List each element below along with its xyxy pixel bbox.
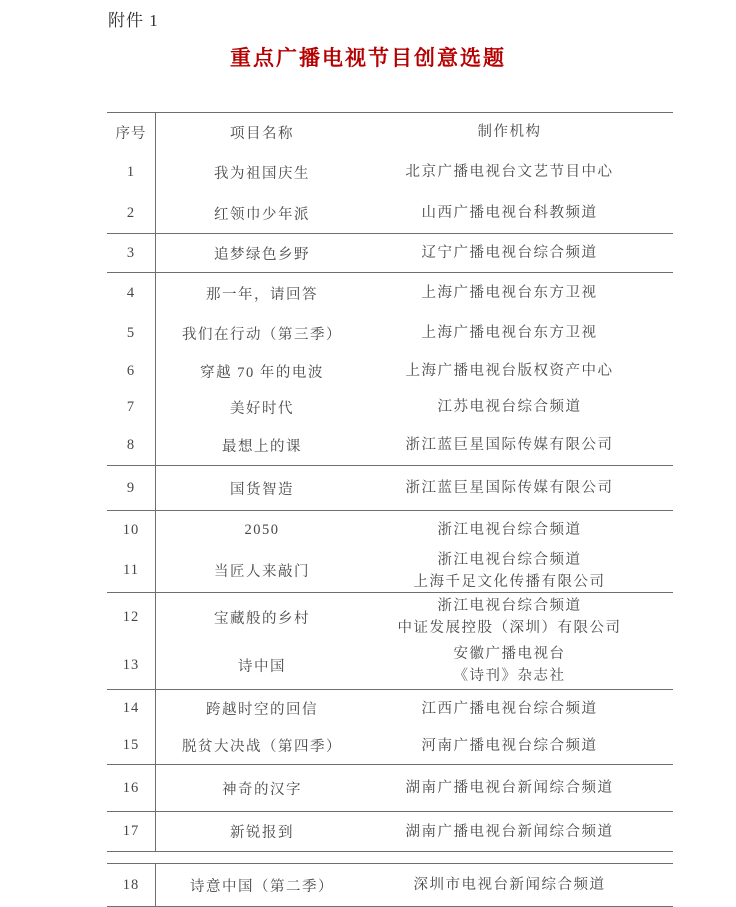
attachment-label: 附件 1 [108,11,159,30]
row-number: 14 [107,690,156,727]
producer-name [368,466,673,510]
row-number: 16 [107,765,156,811]
producer-name [368,549,673,592]
row-number: 5 [107,313,156,353]
project-name: 红领巾少年派 [214,206,310,223]
producer-line: 深圳市电视台新闻综合频道 [413,877,606,893]
table-row [107,466,673,510]
producer-name [368,425,673,465]
producer-line: 浙江电视台综合频道 [437,522,582,538]
table-block [107,272,673,465]
project-name: 脱贫大决战（第四季） [182,739,342,755]
producer-line: 湖南广播电视台新闻综合频道 [405,823,614,840]
producer-name [368,727,673,764]
row-number: 12 [107,593,156,641]
producer-name [368,812,673,851]
producer-name [368,765,673,811]
producer-name [368,389,673,425]
project-name: 追梦绿色乡野 [214,246,310,263]
table-row [107,727,673,764]
producer-line: 江苏电视台综合频道 [437,399,582,415]
producer-line: 上海广播电视台东方卫视 [421,285,598,301]
project-name: 诗中国 [238,658,286,675]
project-name: 诗意中国（第二季） [190,878,334,895]
table-header-row [107,113,673,151]
producer-line: 《诗刊》杂志社 [453,668,566,684]
column-header-producer: 制作机构 [477,124,542,140]
project-name: 最想上的课 [222,438,302,455]
project-name: 那一年，请回答 [206,286,318,303]
producer-name [368,690,673,727]
table-row [107,313,673,353]
table-block [107,811,673,851]
row-number: 17 [107,812,156,851]
producer-line: 河南广播电视台综合频道 [421,737,598,754]
table-row [107,273,673,313]
row-number: 6 [107,353,156,389]
project-name: 国货智造 [230,481,294,498]
producer-line: 中证发展控股（深圳）有限公司 [397,620,622,636]
producer-line: 浙江电视台综合频道 [437,551,582,568]
producer-line: 浙江电视台综合频道 [437,598,582,614]
project-name: 当匠人来敲门 [214,564,310,580]
row-number: 15 [107,727,156,764]
table-row [107,193,673,233]
producer-name [368,151,673,193]
producer-name [368,511,673,549]
table-block [107,233,673,272]
producer-line: 湖南广播电视台新闻综合频道 [405,780,614,796]
table-row [107,690,673,727]
row-number: 11 [107,549,156,592]
producer-line: 上海广播电视台东方卫视 [421,325,598,341]
project-name: 美好时代 [230,400,294,417]
row-number: 10 [107,511,156,549]
producer-line: 江西广播电视台综合频道 [421,700,598,717]
table-block [107,689,673,764]
project-name: 跨越时空的回信 [206,702,318,718]
row-number: 7 [107,389,156,425]
table-row [107,511,673,549]
table-block [107,592,673,689]
producer-line: 上海广播电视台版权资产中心 [405,363,614,379]
page-break-gap [107,851,673,863]
project-name: 神奇的汉字 [222,781,302,798]
project-name: 2050 [244,521,280,538]
project-name: 新锐报到 [230,825,294,841]
producer-name [368,313,673,353]
table-row [107,353,673,389]
producer-line: 浙江蓝巨星国际传媒有限公司 [405,480,614,496]
producer-name [368,641,673,689]
column-header-index: 序号 [107,113,156,151]
producer-line: 安徽广播电视台 [453,646,566,662]
table-block [107,510,673,592]
table-row [107,593,673,641]
row-number: 8 [107,425,156,465]
table-row [107,641,673,689]
table-block [107,465,673,510]
table-row [107,151,673,193]
row-number: 3 [107,234,156,272]
table-row [107,389,673,425]
producer-name [368,273,673,313]
row-number: 1 [107,151,156,193]
producer-name [368,234,673,272]
table-row [107,812,673,851]
page-title: 重点广播电视节目创意选题 [230,46,506,70]
project-name: 我为祖国庆生 [214,165,310,182]
column-header-name: 项目名称 [230,125,294,142]
table-row [107,549,673,592]
row-number: 13 [107,641,156,689]
producer-line: 北京广播电视台文艺节目中心 [405,164,614,180]
table-row [107,765,673,811]
table-block [107,112,673,233]
producer-line: 浙江蓝巨星国际传媒有限公司 [405,437,614,453]
project-name: 宝藏般的乡村 [214,610,310,627]
row-number: 4 [107,273,156,313]
row-number: 9 [107,466,156,510]
producer-line: 上海千足文化传播有限公司 [413,573,606,590]
producer-name [368,353,673,389]
producer-line: 辽宁广播电视台综合频道 [421,245,598,261]
row-number: 18 [107,864,156,906]
project-name: 穿越 70 年的电波 [200,364,324,381]
table-row [107,234,673,272]
table-block [107,764,673,811]
topics-table [107,112,673,907]
row-number: 2 [107,193,156,233]
table-row [107,425,673,465]
producer-name [368,593,673,641]
producer-line: 山西广播电视台科教频道 [421,205,598,221]
project-name: 我们在行动（第三季） [182,326,342,343]
producer-name [368,193,673,233]
